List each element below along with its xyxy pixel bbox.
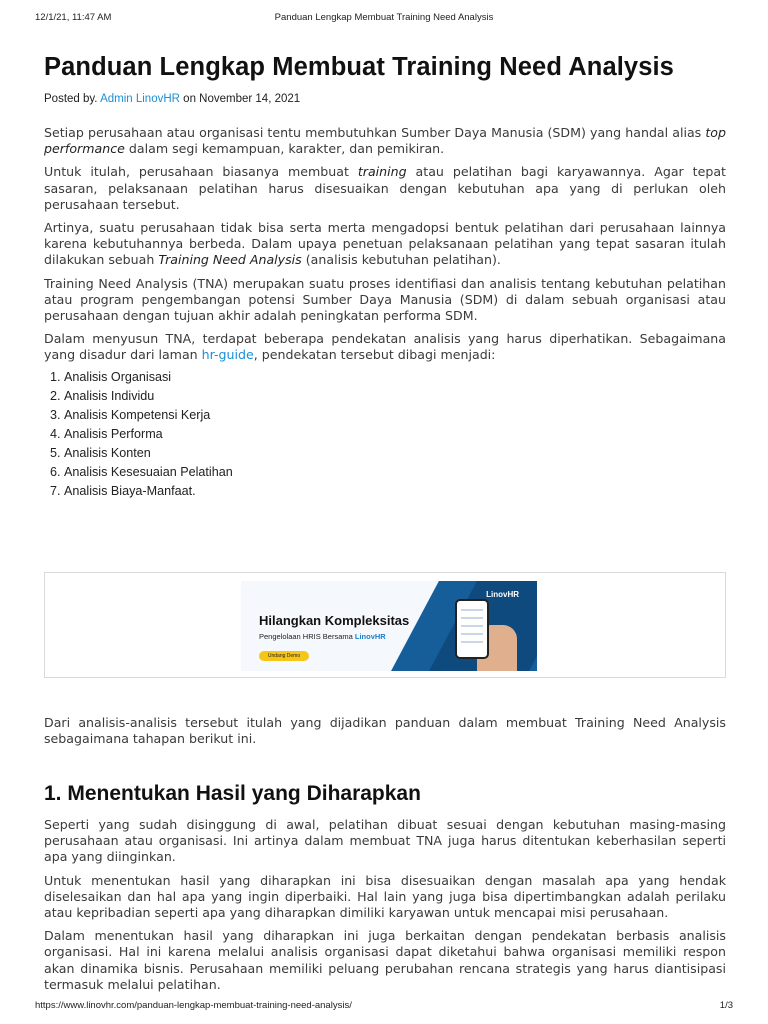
banner-sub-brand: LinovHR (354, 632, 386, 641)
post-meta (44, 93, 726, 105)
intro-paragraph-3: Artinya, suatu perusahaan tidak bisa serta merta mengadopsi bentuk pelatihan dari perusahaan lainnya karena kebutuhannya berbeda. Dalam upaya penetuan pelaksanaan pelatihan yang tepat sasaran itulah dilakukan sebuah Training Need Analysis (analisis kebutuhan pelatihan). (44, 220, 726, 268)
list-item: 3. Analisis Kompetensi Kerja (64, 406, 726, 425)
banner-subtitle: Pengelolaan HRIS Bersama LinovHR (259, 632, 386, 641)
list-item: 2. Analisis Individu (64, 387, 726, 406)
list-item: 7. Analisis Biaya-Manfaat. (64, 482, 726, 501)
print-header (35, 12, 733, 26)
print-doc-title: Panduan Lengkap Membuat Training Need Analysis (274, 12, 494, 23)
section-1-heading: 1. Menentukan Hasil yang Diharapkan (44, 782, 421, 805)
list-item: 1. Analisis Organisasi (64, 368, 726, 387)
intro-paragraph-4: Training Need Analysis (TNA) merupakan suatu proses identifiasi dan analisis tentang kebutuhan pelatihan atau program pengembangan potensi Sumber Daya Manusia (SDM) di dalam sebuah organisasi atau perusahaan dengan tujuan akhir adalah peningkatan performa SDM. (44, 275, 726, 324)
emphasis-training: training (357, 164, 407, 180)
intro-paragraph-5: Dalam menyusun TNA, terdapat beberapa pendekatan analisis yang harus diperhatikan. Sebagaimana yang disadur dari laman hr-guide, pendekatan tersebut dibagi menjadi: (44, 331, 726, 363)
print-footer-url: https://www.linovhr.com/panduan-lengkap-membuat-training-need-analysis/ (35, 1000, 352, 1011)
print-datetime: 12/1/21, 11:47 AM (35, 12, 112, 23)
section-1-body (44, 817, 726, 993)
section-1-paragraph-2: Untuk menentukan hasil yang diharapkan ini bisa disesuaikan dengan masalah apa yang hendak diselesaikan dan hal apa yang ingin diperbaiki. Hal lain yang juga bisa dipertimbangkan adalah perilaku atau kepribadian seperti apa yang diharapkan dimiliki karyawan untuk mencapai misi perusahaan. (44, 872, 726, 921)
print-footer (35, 1000, 733, 1014)
analysis-list (44, 368, 726, 501)
linovhr-ad-banner[interactable] (241, 581, 537, 671)
phone-illustration (455, 599, 489, 659)
list-item: 4. Analisis Performa (64, 425, 726, 444)
article (44, 52, 726, 992)
post-meta-prefix: Posted by. (44, 93, 98, 105)
banner-cta-button[interactable]: Undang Demo (259, 651, 309, 661)
post-date: on November 14, 2021 (183, 93, 301, 105)
transition-paragraph: Dari analisis-analisis tersebut itulah yang dijadikan panduan dalam membuat Training Need Analysis sebagaimana tahapan berikut ini. (44, 715, 726, 747)
emphasis-tna: Training Need Analysis (158, 252, 302, 268)
ad-banner-frame (44, 572, 726, 678)
emphasis-top-performance: top performance (44, 125, 726, 157)
hr-guide-link[interactable]: hr-guide (201, 347, 254, 363)
section-1-paragraph-3: Dalam menentukan hasil yang diharapkan ini juga berkaitan dengan pendekatan berbasis analisis organisasi. Hal ini karena melalui analisis organisasi dapat diketahui bahwa organisasi memiliki respon akan dinamika bisnis. Perusahaan memiliki peluang perubahan rencana strategis yang harus diantisipasi termasuk melalui pelatihan. (44, 928, 726, 992)
list-item: 5. Analisis Konten (64, 444, 726, 463)
section-1-paragraph-1: Seperti yang sudah disinggung di awal, pelatihan dibuat sesuai dengan kebutuhan masing-masing perusahaan atau organisasi. Ini artinya dalam membuat TNA juga harus ditentukan keberhasilan seperti apa yang diinginkan. (44, 817, 726, 865)
banner-headline: Hilangkan Kompleksitas (259, 613, 410, 628)
page-number: 1/3 (719, 1000, 733, 1011)
article-title: Panduan Lengkap Membuat Training Need Analysis (44, 53, 674, 81)
banner-brand-logo: LinovHR (486, 590, 519, 599)
author-link[interactable]: Admin LinovHR (100, 93, 180, 105)
intro-paragraph-1: Setiap perusahaan atau organisasi tentu membutuhkan Sumber Daya Manusia (SDM) yang handal alias top performance dalam segi kemampuan, karakter, dan pemikiran. (44, 125, 726, 157)
list-item: 6. Analisis Kesesuaian Pelatihan (64, 463, 726, 482)
intro-paragraph-2: Untuk itulah, perusahaan biasanya membuat training atau pelatihan bagi karyawannya. Agar tepat sasaran, pelaksanaan pelatihan harus disesuaikan dengan kebutuhan apa yang di perlukan oleh perusahaan tersebut. (44, 164, 726, 212)
